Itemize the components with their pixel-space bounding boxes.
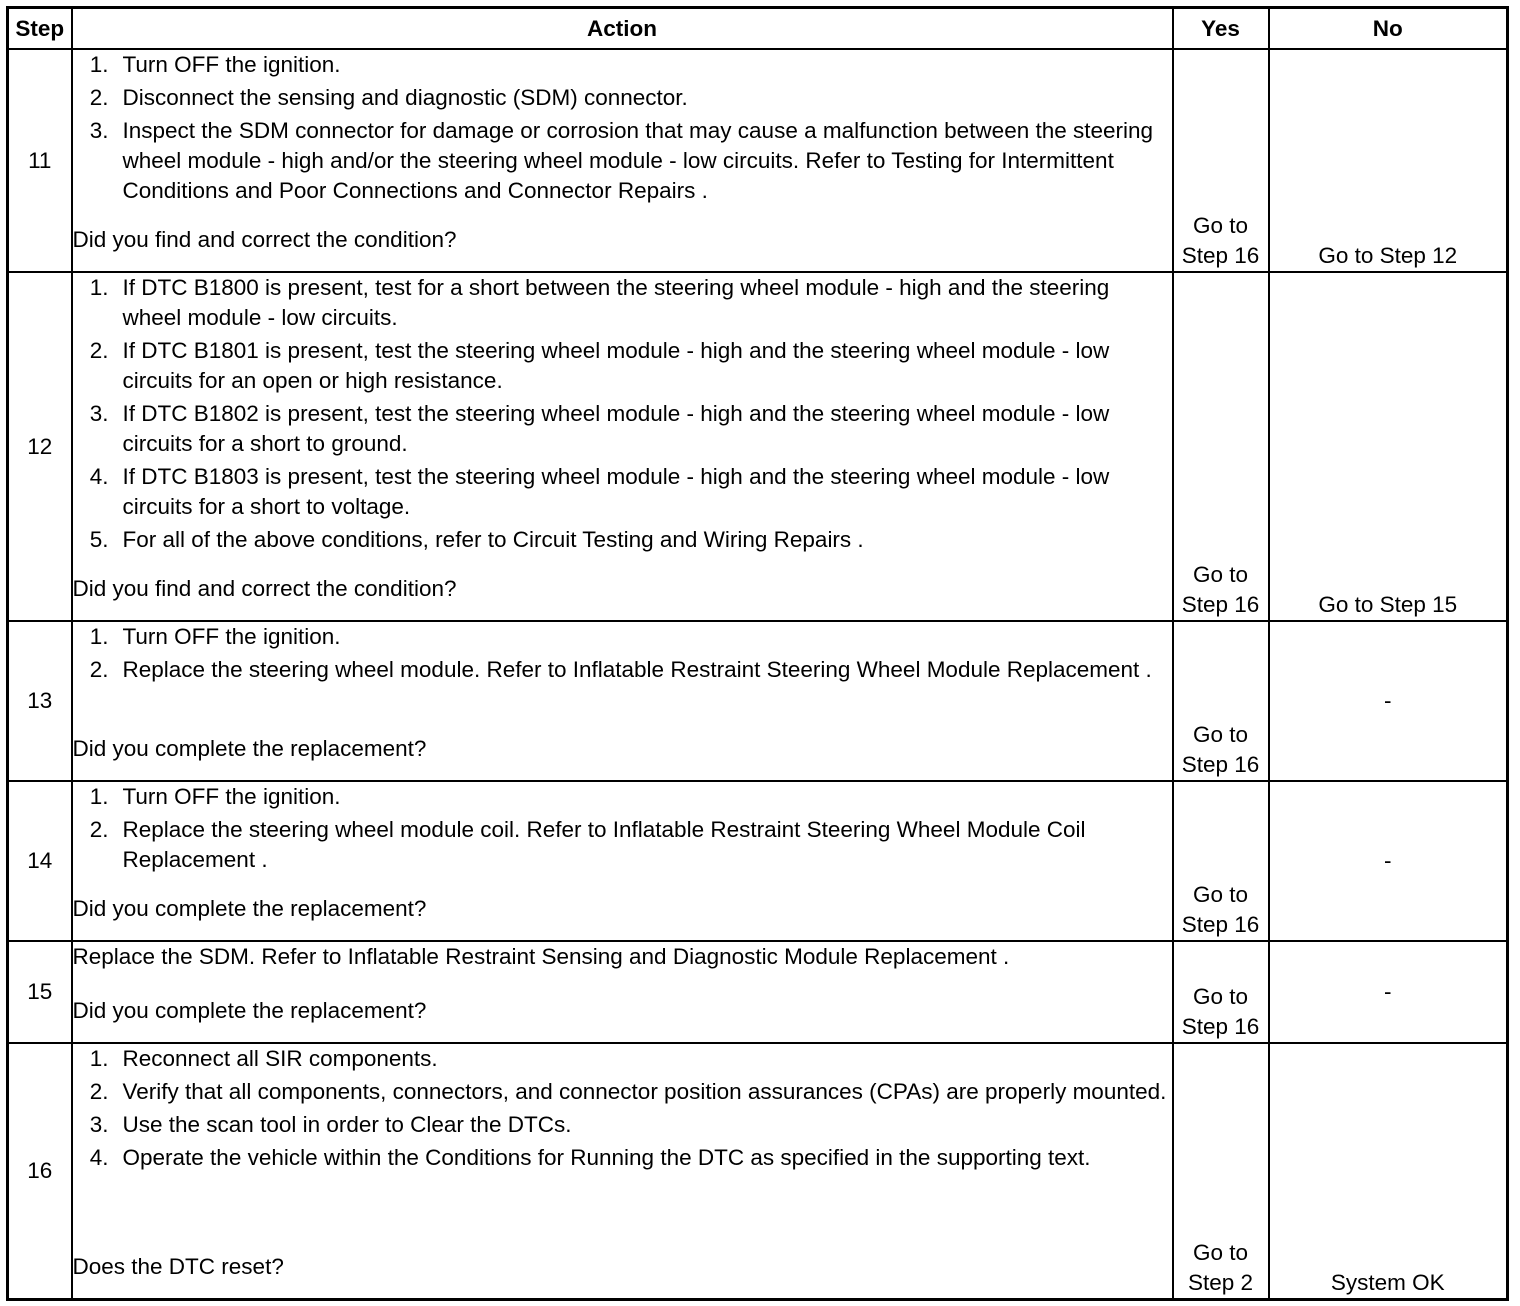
list-item (73, 336, 1172, 396)
list-item-number: 5. (89, 527, 109, 552)
list-item-number: 3. (89, 1112, 109, 1137)
list-item-text: Turn OFF the ignition. (122, 52, 341, 77)
action-content (73, 622, 1172, 764)
header-yes: Yes (1173, 8, 1269, 50)
list-item (73, 116, 1172, 206)
list-item-number: 3. (89, 118, 109, 143)
list-item (73, 1110, 1172, 1140)
header-row (8, 8, 1508, 50)
action-content (73, 50, 1172, 255)
action-cell (72, 1043, 1173, 1299)
action-question: Does the DTC reset? (72, 1254, 284, 1279)
action-cell (72, 49, 1173, 272)
list-item-number: 2. (89, 817, 109, 842)
list-item-text: Verify that all components, connectors, and connector position assurances (CPAs) are properly mounted. (122, 1079, 1167, 1104)
step-number: 16 (8, 1043, 72, 1299)
list-item-text: If DTC B1800 is present, test for a short between the steering wheel module - high and the steering wheel module - low circuits. (122, 275, 1110, 330)
list-item-text: For all of the above conditions, refer to Circuit Testing and Wiring Repairs . (122, 527, 864, 552)
list-item-number: 2. (89, 657, 109, 682)
action-cell (72, 272, 1173, 621)
action-steps-list (73, 273, 1172, 558)
step-number: 13 (8, 621, 72, 781)
action-text: Replace the SDM. Refer to Inflatable Restraint Sensing and Diagnostic Module Replacement . (72, 944, 1010, 969)
list-item-number: 2. (89, 85, 109, 110)
list-item-text: Use the scan tool in order to Clear the DTCs. (122, 1112, 572, 1137)
list-item-number: 2. (89, 1079, 109, 1104)
list-item (73, 622, 1172, 652)
action-steps-list (73, 782, 1172, 878)
header-no: No (1269, 8, 1508, 50)
list-item-text: Operate the vehicle within the Conditions for Running the DTC as specified in the supporting text. (122, 1145, 1091, 1170)
list-item (73, 525, 1172, 555)
list-item (73, 50, 1172, 80)
list-item-text: Turn OFF the ignition. (122, 624, 341, 649)
action-content (73, 782, 1172, 924)
table-row (8, 272, 1508, 621)
list-item-number: 1. (89, 275, 109, 300)
action-question: Did you complete the replacement? (72, 998, 427, 1023)
yes-result: Go to Step 16 (1173, 621, 1269, 781)
table-row (8, 621, 1508, 781)
list-item-number: 4. (89, 1145, 109, 1170)
list-item-text: Replace the steering wheel module coil. Refer to Inflatable Restraint Steering Wheel Module Coil Replacement . (122, 817, 1086, 872)
list-item-text: If DTC B1801 is present, test the steering wheel module - high and the steering wheel module - low circuits for an open or high resistance. (122, 338, 1110, 393)
no-result: System OK (1269, 1043, 1508, 1299)
list-item (73, 462, 1172, 522)
no-result: - (1269, 621, 1508, 781)
step-number: 12 (8, 272, 72, 621)
action-cell (72, 781, 1173, 941)
yes-result: Go to Step 16 (1173, 781, 1269, 941)
list-item (73, 83, 1172, 113)
list-item (73, 1044, 1172, 1074)
list-item-number: 1. (89, 52, 109, 77)
list-item-text: Turn OFF the ignition. (122, 784, 341, 809)
no-result: Go to Step 12 (1269, 49, 1508, 272)
action-steps-list (73, 50, 1172, 209)
list-item-number: 2. (89, 338, 109, 363)
table-row (8, 781, 1508, 941)
list-item (73, 815, 1172, 875)
list-item-text: If DTC B1802 is present, test the steering wheel module - high and the steering wheel module - low circuits for a short to ground. (122, 401, 1110, 456)
action-question: Did you find and correct the condition? (72, 576, 457, 601)
list-item (73, 782, 1172, 812)
list-item (73, 273, 1172, 333)
no-result: - (1269, 941, 1508, 1043)
list-item-number: 1. (89, 784, 109, 809)
table-row (8, 1043, 1508, 1299)
diagnostic-table (6, 6, 1509, 1301)
list-item-text: Replace the steering wheel module. Refer to Inflatable Restraint Steering Wheel Module Replacement . (122, 657, 1152, 682)
table-row (8, 49, 1508, 272)
list-item-number: 3. (89, 401, 109, 426)
yes-result: Go to Step 16 (1173, 272, 1269, 621)
list-item (73, 399, 1172, 459)
list-item-text: Reconnect all SIR components. (122, 1046, 438, 1071)
list-item-number: 4. (89, 464, 109, 489)
action-steps-list (73, 622, 1172, 688)
action-cell (72, 941, 1173, 1043)
yes-result: Go to Step 16 (1173, 49, 1269, 272)
action-steps-list (73, 1044, 1172, 1176)
list-item-text: Inspect the SDM connector for damage or corrosion that may cause a malfunction between the steering wheel module - high and/or the steering wheel module - low circuits. Refer to Testing for Intermittent Conditions and Poor Connections and Connector Repairs . (122, 118, 1154, 203)
action-content (73, 1044, 1172, 1282)
header-action: Action (72, 8, 1173, 50)
list-item (73, 1143, 1172, 1173)
action-cell (72, 621, 1173, 781)
list-item (73, 1077, 1172, 1107)
table-body (8, 49, 1508, 1299)
yes-result: Go to Step 16 (1173, 941, 1269, 1043)
list-item (73, 655, 1172, 685)
no-result: - (1269, 781, 1508, 941)
list-item-number: 1. (89, 1046, 109, 1071)
list-item-number: 1. (89, 624, 109, 649)
yes-result: Go to Step 2 (1173, 1043, 1269, 1299)
step-number: 11 (8, 49, 72, 272)
action-question: Did you complete the replacement? (72, 736, 427, 761)
action-content (73, 942, 1172, 1026)
step-number: 15 (8, 941, 72, 1043)
table-row (8, 941, 1508, 1043)
action-content (73, 273, 1172, 604)
header-step: Step (8, 8, 72, 50)
step-number: 14 (8, 781, 72, 941)
list-item-text: Disconnect the sensing and diagnostic (SDM) connector. (122, 85, 688, 110)
no-result: Go to Step 15 (1269, 272, 1508, 621)
list-item-text: If DTC B1803 is present, test the steering wheel module - high and the steering wheel module - low circuits for a short to voltage. (122, 464, 1110, 519)
action-question: Did you complete the replacement? (72, 896, 427, 921)
action-question: Did you find and correct the condition? (72, 227, 457, 252)
